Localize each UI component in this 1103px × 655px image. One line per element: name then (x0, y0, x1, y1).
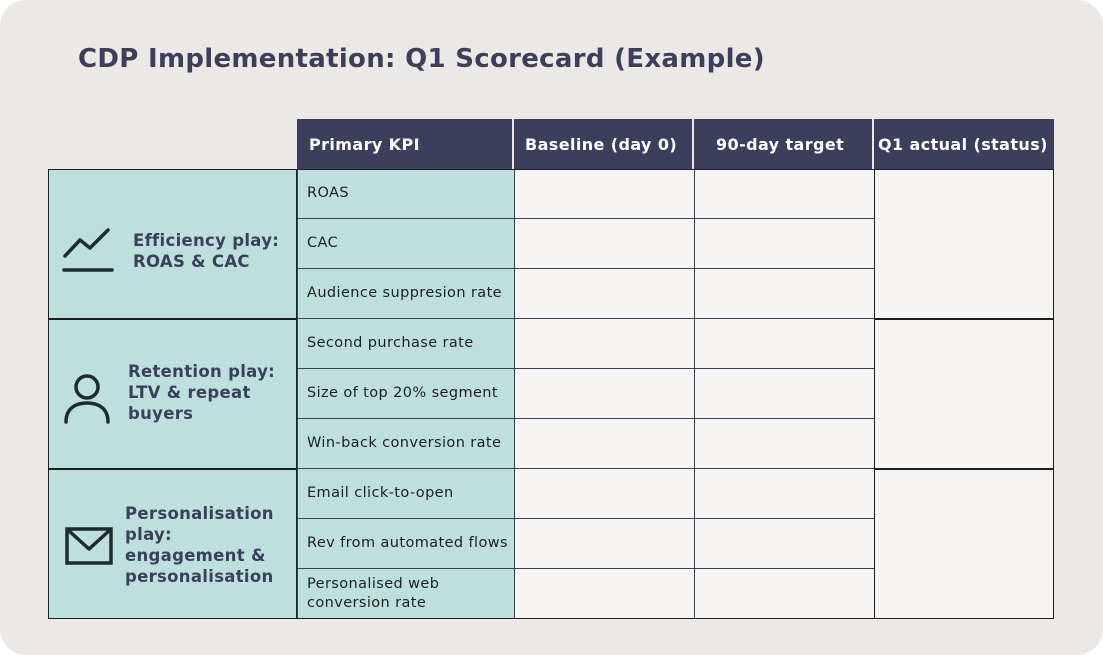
column-header-baseline: Baseline (day 0) (514, 119, 694, 169)
group-label: Personalisation play: engagement & personalisation (125, 504, 274, 586)
kpi-second-purchase: Second purchase rate (297, 319, 514, 369)
table-outline (48, 169, 1054, 619)
kpi-roas: ROAS (297, 169, 514, 219)
column-header-target: 90-day target (694, 119, 874, 169)
kpi-cac: CAC (297, 219, 514, 269)
column-header-actual: Q1 actual (status) (874, 119, 1054, 169)
kpi-win-back: Win-back conversion rate (297, 419, 514, 469)
group-label: Efficiency play: ROAS & CAC (133, 231, 280, 271)
group-label: Retention play: LTV & repeat buyers (128, 362, 276, 423)
kpi-top-segment: Size of top 20% segment (297, 369, 514, 419)
column-header-primary-kpi: Primary KPI (297, 119, 514, 169)
kpi-automated-flows: Rev from automated flows (297, 519, 514, 569)
kpi-email-cto: Email click-to-open (297, 469, 514, 519)
kpi-web-conversion: Personalised web conversion rate (297, 569, 514, 619)
kpi-audience-suppression: Audience suppresion rate (297, 269, 514, 319)
page-title: CDP Implementation: Q1 Scorecard (Example) (78, 44, 765, 74)
